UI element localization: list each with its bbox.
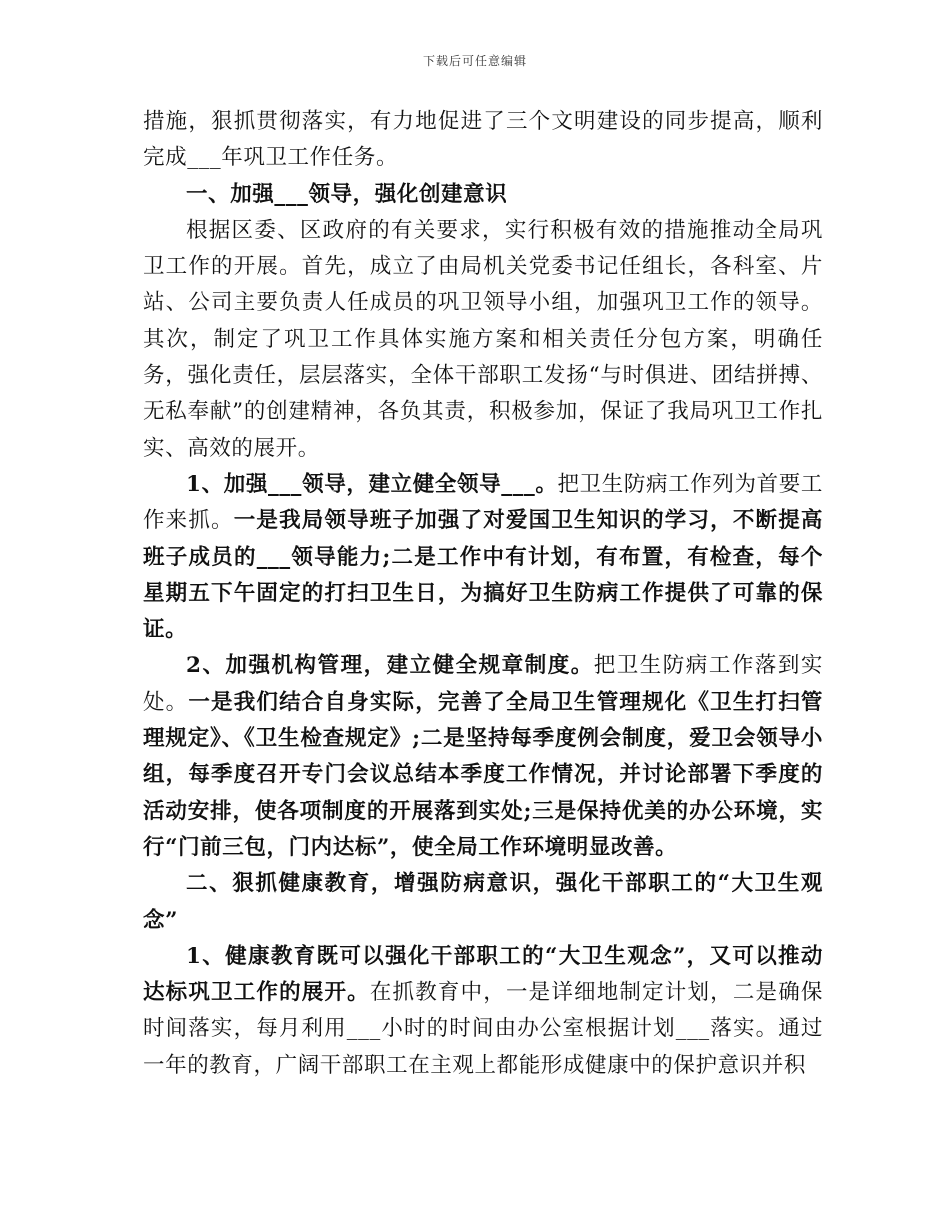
subsection-1 [143, 467, 823, 648]
subsection-title: 2、加强机构管理，建立健全规章制度。 [186, 653, 594, 679]
paragraph-text-bold: 一是我们结合自身实际，完善了全局卫生管理规化《卫生打扫管理规定》、《卫生检查规定》;二是坚持每季度例会制度，爱卫会领导小组，每季度召开专门会议总结本季度工作情况，并讨论部署下季度的活动安排，使各项制度的开展落到实处;三是保持优美的办公环境，实行“门前三包，门内达标”，使全局工作环境明显改善。 [143, 689, 823, 860]
paragraph-text: 在抓教育中，一是详细地制定计划，二是确保时间落实，每月利用___小时的时间由办公室根据计划___落实。通过一年的教育，广阔干部职工在主观上都能形成健康中的保护意识并积 [143, 980, 823, 1078]
subsection-1-health [143, 939, 823, 1084]
paragraph-text: 根据区委、区政府的有关要求，实行积极有效的措施推动全局巩卫工作的开展。首先，成立了由局机关党委书记任组长，各科室、片站、公司主要负责人任成员的巩卫领导小组，加强巩卫工作的领导。其次，制定了巩卫工作具体实施方案和相关责任分包方案，明确任务，强化责任，层层落实，全体干部职工发扬“与时俱进、团结拼搏、无私奉献”的创建精神，各负其责，积极参加，保证了我局巩卫工作扎实、高效的展开。 [143, 217, 823, 461]
subsection-title: 1、健康教育既可以强化干部职工的“大卫生观念”，又可以推动达标巩卫工作的展开。 [143, 943, 823, 1006]
paragraph-text: 措施，狠抓贯彻落实，有力地促进了三个文明建设的同步提高，顺利完成___年巩卫工作任务。 [143, 109, 823, 171]
subsection-title: 1、加强___领导，建立健全领导___。 [186, 471, 558, 497]
document-body [143, 104, 823, 1084]
paragraph-text: 把卫生防病工作落到实处。 [143, 653, 823, 715]
paragraph-text: 把卫生防病工作列为首要工作来抓。 [143, 471, 823, 534]
subsection-2 [143, 648, 823, 866]
heading-text: 一、加强___领导，强化创建意识 [186, 181, 508, 207]
heading-text: 二、狠抓健康教育，增强防病意识，强化干部职工的“大卫生观念” [143, 871, 823, 933]
section-heading-2 [143, 866, 823, 939]
paragraph-text-bold: 一是我局领导班子加强了对爱国卫生知识的学习，不断提高班子成员的___领导能力;二是工作中有计划，有布置，有检查，每个星期五下午固定的打扫卫生日，为搞好卫生防病工作提供了可靠的保证。 [143, 508, 823, 643]
section-heading-1 [143, 177, 823, 213]
paragraph-body [143, 213, 823, 467]
paragraph-continuation [143, 104, 823, 177]
page-header: 下载后可任意编辑 [422, 54, 527, 68]
